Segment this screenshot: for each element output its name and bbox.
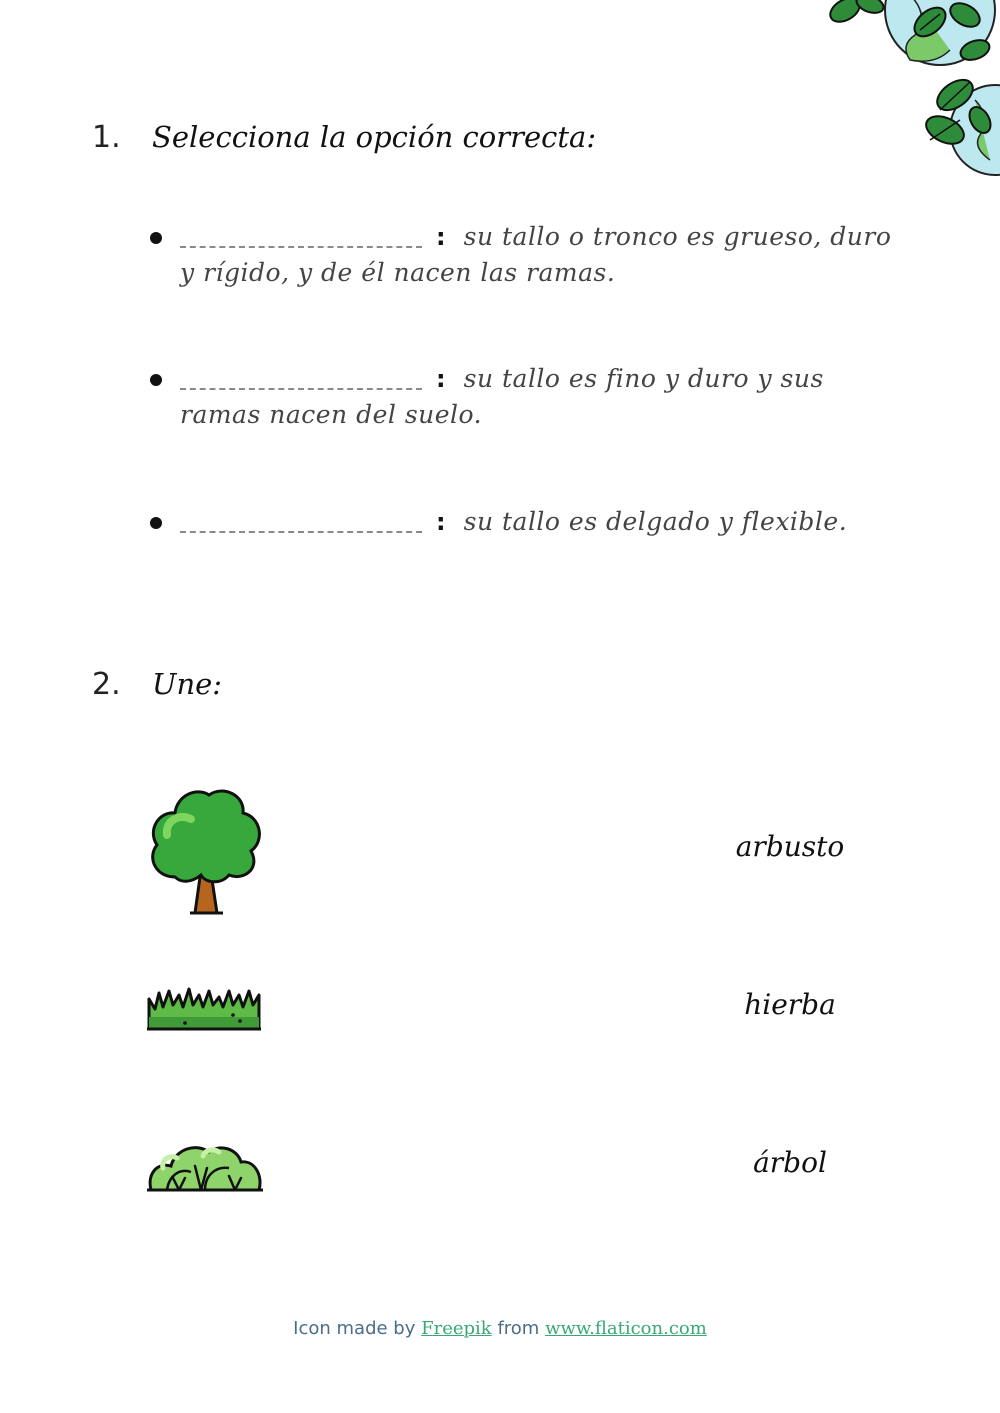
tree-icon[interactable] (145, 785, 265, 917)
list-item (150, 364, 915, 444)
bush-icon[interactable] (145, 1136, 265, 1196)
colon: : (436, 364, 446, 393)
bullet-icon (150, 374, 162, 386)
answer-blank[interactable] (180, 226, 422, 248)
list-item (150, 507, 915, 547)
item-text-line2: y rígido, y de él nacen las ramas. (180, 258, 616, 287)
grass-icon[interactable] (145, 985, 265, 1033)
item-text-line1: su tallo es fino y duro y sus (463, 364, 824, 393)
credit-middle: from (497, 1318, 540, 1339)
question-2-number: 2. (92, 667, 121, 702)
list-item (150, 222, 915, 302)
match-word-arbol[interactable]: árbol (753, 1146, 827, 1179)
colon: : (436, 222, 446, 251)
answer-blank[interactable] (180, 368, 422, 390)
credit-prefix: Icon made by (293, 1318, 416, 1339)
match-word-hierba[interactable]: hierba (744, 988, 836, 1021)
answer-blank[interactable] (180, 511, 422, 533)
item-text-line1: su tallo o tronco es grueso, duro (463, 222, 892, 251)
item-text-line2: ramas nacen del suelo. (180, 400, 483, 429)
credit-site-link[interactable]: www.flaticon.com (545, 1318, 707, 1339)
question-1-title: Selecciona la opción correcta: (152, 120, 597, 154)
icon-credit (0, 1318, 1000, 1339)
item-text-line1: su tallo es delgado y flexible. (463, 507, 848, 536)
globe-leaves-decoration (825, 0, 1000, 185)
credit-author-link[interactable]: Freepik (421, 1318, 492, 1339)
bullet-icon (150, 232, 162, 244)
question-2-title: Une: (152, 667, 223, 701)
match-word-arbusto[interactable]: arbusto (735, 830, 845, 863)
question-1-number: 1. (92, 120, 121, 155)
colon: : (436, 507, 446, 536)
bullet-icon (150, 517, 162, 529)
